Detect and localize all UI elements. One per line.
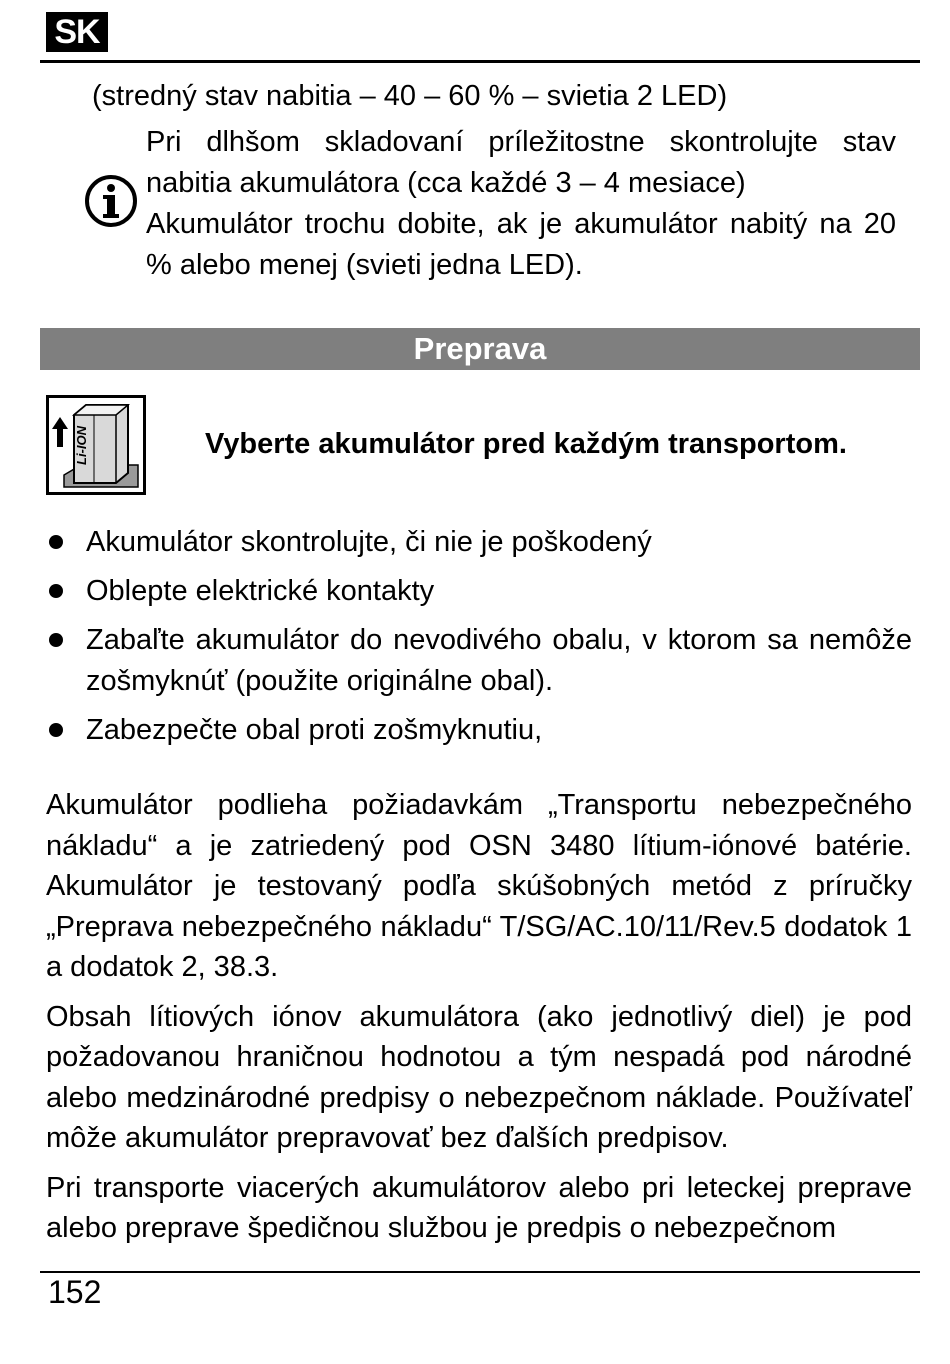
battery-label: Li-ION xyxy=(74,426,89,465)
language-badge: SK xyxy=(46,12,108,52)
info-note-text xyxy=(146,122,896,286)
list-item xyxy=(46,620,912,702)
header-divider xyxy=(40,60,920,63)
list-item-text: Akumulátor skontrolujte, či nie je poškodený xyxy=(86,526,652,558)
bullet-icon xyxy=(49,535,63,549)
charge-state-line: (stredný stav nabitia – 40 – 60 % – svietia 2 LED) xyxy=(92,80,728,112)
bullet-icon xyxy=(49,584,63,598)
footer-divider xyxy=(40,1271,920,1273)
bullet-icon xyxy=(49,723,63,737)
list-item-text: Oblepte elektrické kontakty xyxy=(86,575,435,607)
list-item xyxy=(46,522,912,563)
transport-warning-text: Vyberte akumulátor pred každým transportom. xyxy=(205,428,847,460)
check-list xyxy=(46,522,912,759)
info-note-line: Akumulátor trochu dobite, ak je akumulátor nabitý na 20 % alebo menej (svieti jedna LED). xyxy=(146,208,896,281)
bullet-icon xyxy=(49,633,63,647)
paragraph: Obsah lítiových iónov akumulátora (ako jednotlivý diel) je pod požadovanou hraničnou hodnotou a tým nespadá pod národné alebo medzinárodné predpisy o nebezpečnom náklade. Používateľ môže akumulátor prepravovať bez ďalších predpisov. xyxy=(46,1000,912,1154)
list-item-text: Zabezpečte obal proti zošmyknutiu, xyxy=(86,714,543,746)
section-heading: Preprava xyxy=(40,328,920,370)
paragraph: Akumulátor podlieha požiadavkám „Transportu nebezpečného nákladu“ a je zatriedený pod OSN 3480 lítium-iónové batérie. Akumulátor je testovaný podľa skúšobných metód z príručky „Preprava nebezpečného nákladu“ T/SG/AC.10/11/Rev.5 dodatok 1 a dodatok 2, 38.3. xyxy=(46,789,912,983)
info-note-line: Pri dlhšom skladovaní príležitostne skontrolujte stav nabitia akumulátora (cca každé 3 – 4 mesiace) xyxy=(146,126,896,199)
page-number: 152 xyxy=(48,1274,102,1310)
list-item xyxy=(46,571,912,612)
body-text xyxy=(46,785,912,1258)
list-item xyxy=(46,710,912,751)
battery-removal-icon xyxy=(46,395,146,495)
list-item-text: Zabaľte akumulátor do nevodivého obalu, v ktorom sa nemôže zošmyknúť (použite originálne obal). xyxy=(86,624,912,697)
info-icon xyxy=(84,174,138,228)
paragraph: Pri transporte viacerých akumulátorov alebo pri leteckej preprave alebo preprave špedičnou službou je predpis o nebezpečnom xyxy=(46,1171,912,1244)
